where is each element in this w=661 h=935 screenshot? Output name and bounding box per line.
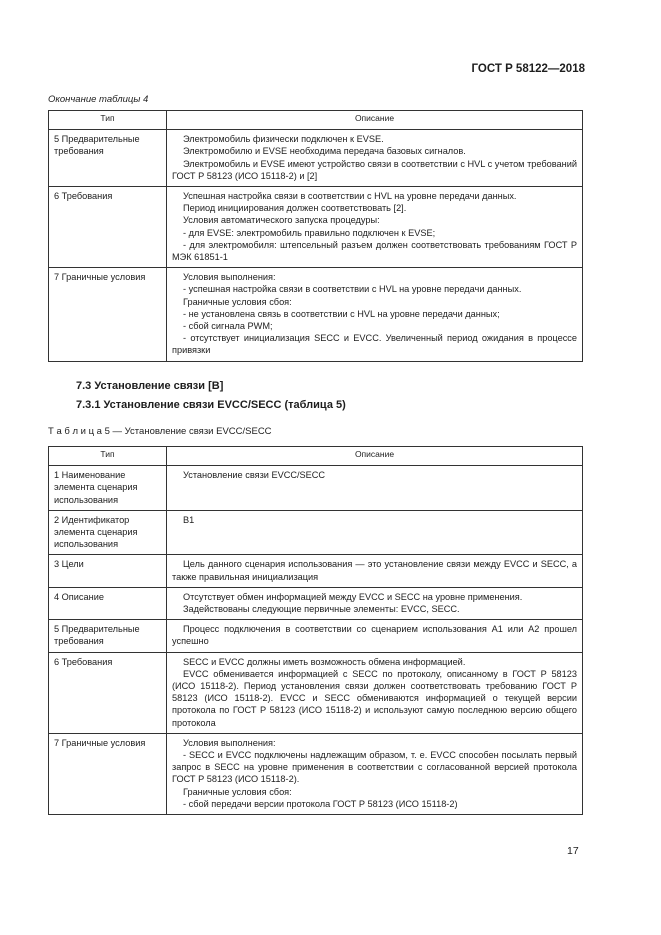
row-description: Установление связи EVCC/SECC: [167, 466, 583, 511]
column-header-description: Описание: [167, 447, 583, 466]
column-header-type: Тип: [49, 111, 167, 130]
table-row: [49, 130, 583, 187]
subsection-heading: 7.3.1 Установление связи EVCC/SECC (таблица 5): [76, 399, 346, 411]
table-row: [49, 268, 583, 361]
column-header-type: Тип: [49, 447, 167, 466]
standard-header: ГОСТ Р 58122—2018: [471, 63, 585, 75]
table5-caption: Т а б л и ц а 5 — Установление связи EVCC/SECC: [48, 426, 272, 437]
table-row: [49, 187, 583, 268]
table-row: [49, 510, 583, 555]
table-5: [48, 446, 583, 815]
row-type: 6 Требования: [49, 187, 167, 268]
row-type: 5 Предварительные требования: [49, 620, 167, 652]
section-heading: 7.3 Установление связи [B]: [76, 380, 224, 392]
row-type: 3 Цели: [49, 555, 167, 587]
column-header-description: Описание: [167, 111, 583, 130]
table-row: [49, 555, 583, 587]
row-type: 7 Граничные условия: [49, 733, 167, 814]
row-description: Процесс подключения в соответствии со сценарием использования А1 или А2 прошел успешно: [167, 620, 583, 652]
row-type: 7 Граничные условия: [49, 268, 167, 361]
row-description: B1: [167, 510, 583, 555]
table-row: [49, 620, 583, 652]
table-row: [49, 652, 583, 733]
page-number: 17: [567, 845, 579, 857]
row-type: 6 Требования: [49, 652, 167, 733]
row-type: 4 Описание: [49, 587, 167, 619]
row-description: Условия выполнения: - успешная настройка связи в соответствии с HVL на уровне передачи данных. Граничные условия сбоя: - не установлена связь в соответствии с HVL на уровне передачи данных; - сбой сигнала PWM; - отсутствует инициализация SECC и EVCC. Увеличенный период ожидания в процессе привязки: [167, 268, 583, 361]
row-description: SECC и EVCC должны иметь возможность обмена информацией. EVCC обменивается информацией с SECC по протоколу, описанному в ГОСТ Р 58123 (ИСО 15118-2). Период установления связи должен соответствовать требованию ГОСТ Р 58123 (ИСО 15118-2). EVCC и SECC обмениваются информацией о текущей версии протокола по ГОСТ Р 58123 (ИСО 15118-2) и используют самую последнюю версию общего протокола: [167, 652, 583, 733]
row-type: 2 Идентификатор элемента сценария использования: [49, 510, 167, 555]
row-description: Цель данного сценария использования — это установление связи между EVCC и SECC, а также правильная инициализация: [167, 555, 583, 587]
table4-caption: Окончание таблицы 4: [48, 94, 149, 105]
table-4: [48, 110, 583, 362]
table-row: [49, 733, 583, 814]
table-header-row: [49, 447, 583, 466]
table-row: [49, 587, 583, 619]
row-type: 5 Предварительные требования: [49, 130, 167, 187]
row-type: 1 Наименование элемента сценария использования: [49, 466, 167, 511]
row-description: Отсутствует обмен информацией между EVCC и SECC на уровне применения. Задействованы следующие первичные элементы: EVCC, SECC.: [167, 587, 583, 619]
row-description: Электромобиль физически подключен к EVSE. Электромобилю и EVSE необходима передача базовых сигналов. Электромобиль и EVSE имеют устройство связи в соответствии с HVL с учетом требований ГОСТ Р 58123 (ИСО 15118-2) и [2]: [167, 130, 583, 187]
row-description: Условия выполнения: - SECC и EVCC подключены надлежащим образом, т. е. EVCC способен посылать первый запрос в SECC на уровне применения в соответствии с согласованной версией протокола ГОСТ Р 58123 (ИСО 15118-2). Граничные условия сбоя: - сбой передачи версии протокола ГОСТ Р 58123 (ИСО 15118-2): [167, 733, 583, 814]
row-description: Успешная настройка связи в соответствии с HVL на уровне передачи данных. Период инициирования должен соответствовать [2]. Условия автоматического запуска процедуры: - для EVSE: электромобиль правильно подключен к EVSE; - для электромобиля: штепсельный разъем должен соответствовать требованиям ГОСТ Р МЭК 61851-1: [167, 187, 583, 268]
table-header-row: [49, 111, 583, 130]
table-row: [49, 466, 583, 511]
